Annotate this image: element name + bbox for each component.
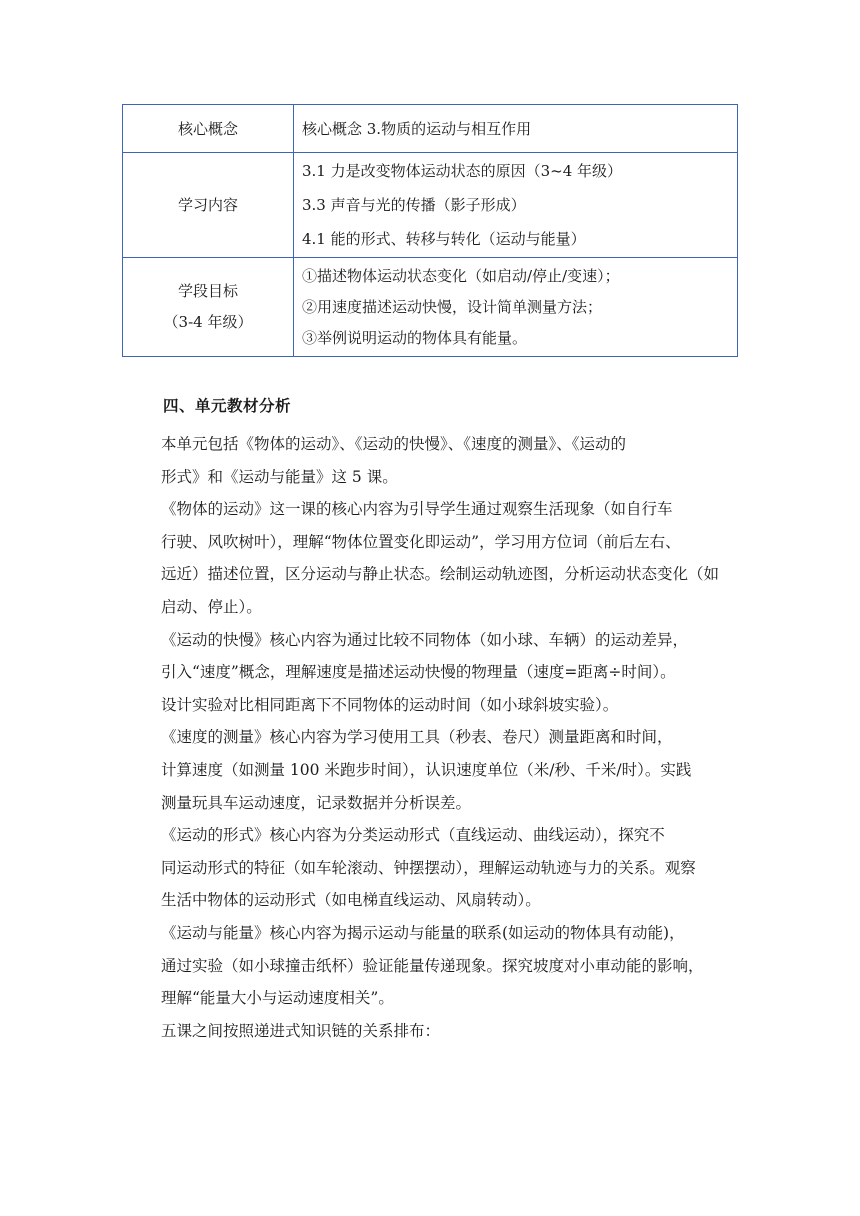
text-line: 生活中物体的运动形式（如电梯直线运动、风扇转动）。: [161, 891, 541, 910]
text-line: 通过实验（如小球撞击纸杯）验证能量传递现象。探究坡度对小車动能的影响，: [161, 956, 704, 975]
content-line: 4.1 能的形式、转移与转化（运动与能量）: [302, 230, 586, 248]
label-line: （3-4 年级）: [163, 313, 253, 331]
text-line: 理解“能量大小与运动速度相关”。: [161, 989, 394, 1008]
row-content-learning-content: [294, 153, 738, 258]
analysis-body: [128, 428, 740, 1047]
text-line: 行驶、风吹树叶），理解“物体位置变化即运动”，学习用方位词（前后左右、: [161, 532, 681, 551]
row-content-core-concept: [294, 105, 738, 153]
section-heading: 四、单元教材分析: [163, 396, 292, 415]
text-line: 《运动的形式》核心内容为分类运动形式（直线运动、曲线运动），探究不: [161, 826, 665, 845]
table-row: [123, 105, 738, 153]
content-line: 3.3 声音与光的传播（影子形成）: [302, 196, 526, 214]
content-line: 核心概念 3.物质的运动与相互作用: [302, 119, 532, 138]
text-line: 引入“速度”概念，理解速度是描述运动快慢的物理量（速度=距离÷时间）。: [161, 663, 676, 682]
text-line: 同运动形式的特征（如车轮滚动、钟摆摆动），理解运动轨迹与力的关系。观察: [161, 858, 696, 877]
text-line: 形式》和《运动与能量》这 5 课。: [161, 467, 398, 486]
text-line: 《运动与能量》核心内容为揭示运动与能量的联系(如运动的物体具有动能)，: [161, 923, 685, 942]
text-line: 《物体的运动》这一课的核心内容为引导学生通过观察生活现象（如自行车: [161, 500, 673, 519]
text-line: 远近）描述位置，区分运动与静止状态。绘制运动轨迹图，分析运动状态变化（如: [161, 565, 720, 584]
paragraph-lesson-4: [128, 819, 740, 917]
row-label-stage-goals: [123, 258, 294, 357]
paragraph-lesson-5: [128, 917, 740, 1015]
label-line: 核心概念: [177, 119, 238, 138]
text-line: 测量玩具车运动速度，记录数据并分析误差。: [161, 793, 472, 812]
row-label-core-concept: [123, 105, 294, 153]
table-row: [123, 258, 738, 357]
text-line: 五课之间按照递进式知识链的关系排布：: [161, 1021, 441, 1040]
paragraph-lesson-2: [128, 624, 740, 722]
curriculum-table: [122, 104, 738, 357]
table-row: [123, 153, 738, 258]
text-line: 《速度的测量》核心内容为学习使用工具（秒表、卷尺）测量距离和时间，: [161, 728, 673, 747]
text-line: 《运动的快慢》核心内容为通过比较不同物体（如小球、车辆）的运动差异，: [161, 630, 689, 649]
content-line: ②用速度描述运动快慢，设计简单测量方法；: [302, 297, 603, 316]
paragraph-conclusion: [128, 1015, 740, 1048]
content-line: ③举例说明运动的物体具有能量。: [302, 328, 528, 347]
content-line: 3.1 力是改变物体运动状态的原因（3~4 年级）: [302, 162, 623, 180]
content-line: ①描述物体运动状态变化（如启动/停止/变速）；: [302, 266, 620, 285]
row-label-learning-content: [123, 153, 294, 258]
label-line: 学习内容: [177, 196, 238, 214]
text-line: 启动、停止）。: [161, 597, 262, 616]
paragraph-overview: [128, 428, 740, 493]
text-line: 本单元包括《物体的运动》、《运动的快慢》、《速度的测量》、《运动的: [161, 435, 627, 453]
text-line: 计算速度（如测量 100 米跑步时间），认识速度单位（米/秒、千米/时）。实践: [161, 760, 692, 779]
row-content-stage-goals: [294, 258, 738, 357]
text-line: 设计实验对比相同距离下不同物体的运动时间（如小球斜坡实验）。: [161, 695, 619, 714]
paragraph-lesson-3: [128, 721, 740, 819]
paragraph-lesson-1: [128, 493, 740, 623]
label-line: 学段目标: [177, 282, 238, 300]
